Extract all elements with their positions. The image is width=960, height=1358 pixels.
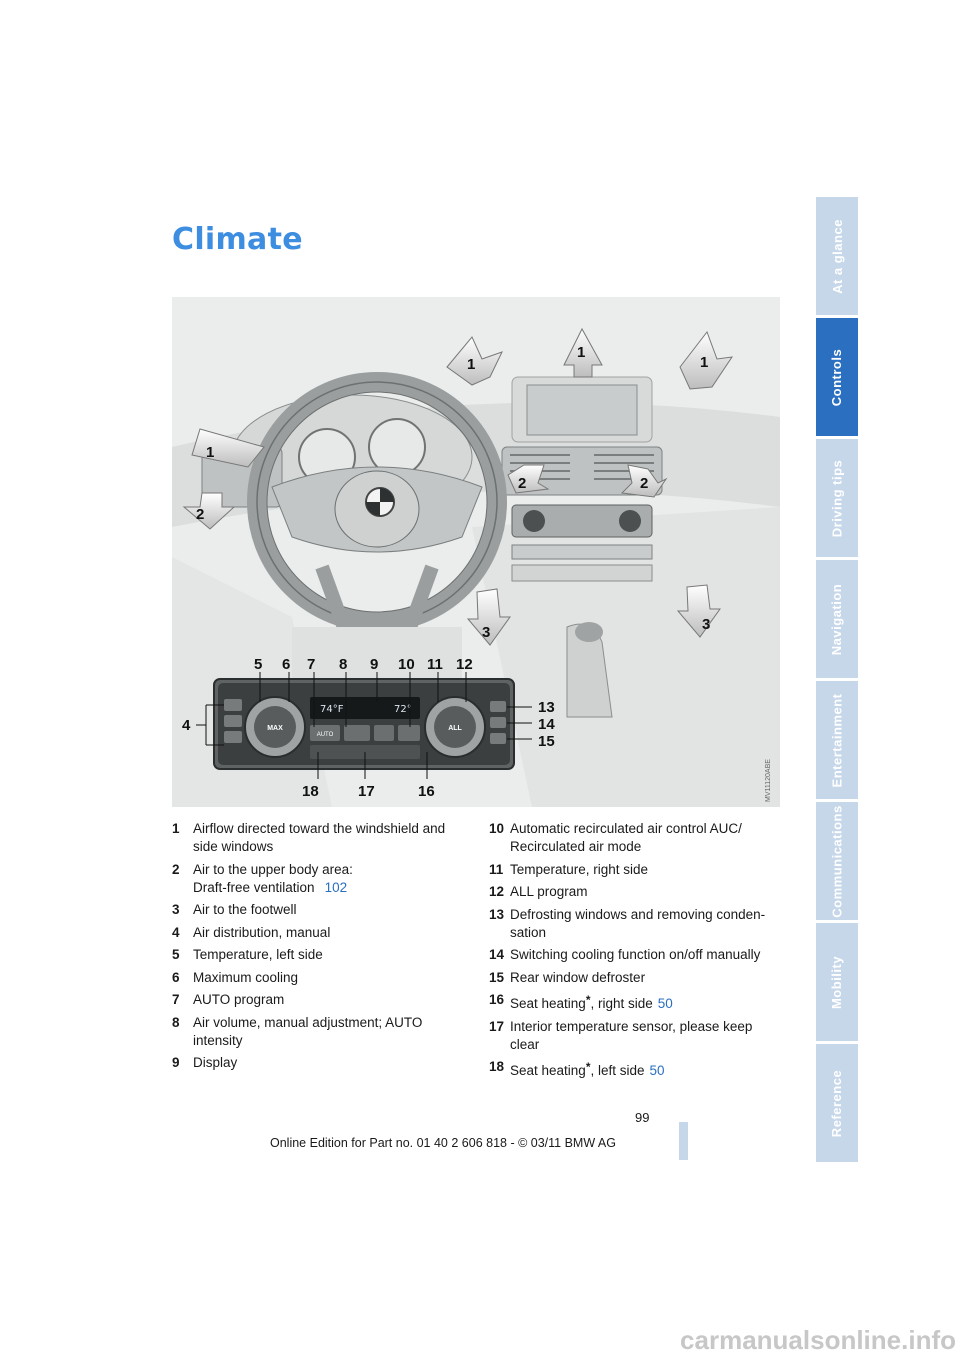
item-text: Defrosting windows and removing conden-sation [510, 906, 766, 940]
item-number: 6 [172, 969, 180, 985]
item-number: 4 [172, 924, 180, 940]
tab-entertainment[interactable] [816, 681, 858, 799]
climate-figure [172, 297, 780, 807]
tab-label: Entertainment [829, 693, 845, 787]
item-text: Maximum cooling [193, 969, 299, 985]
svg-text:5: 5 [254, 656, 263, 673]
list-item [489, 969, 779, 987]
svg-text:MAX: MAX [267, 725, 283, 732]
item-number: 12 [489, 884, 505, 899]
svg-text:AUTO: AUTO [316, 732, 334, 738]
dashboard-illustration [172, 297, 780, 807]
item-number: 2 [172, 861, 180, 877]
item-number: 10 [489, 821, 505, 836]
list-item [489, 946, 779, 964]
tab-reference[interactable] [816, 1044, 858, 1162]
item-number: 13 [489, 906, 505, 922]
item-number: 1 [172, 821, 180, 836]
svg-text:4: 4 [182, 717, 191, 734]
item-text: Air to the upper body area: [193, 861, 353, 877]
svg-text:1: 1 [577, 344, 586, 361]
watermark: carmanualsonline.info [680, 1325, 956, 1355]
item-text: Air volume, manual adjustment; AUTO intensity [193, 1014, 423, 1048]
list-item [172, 924, 462, 942]
list-item [489, 1018, 779, 1054]
item-text: Rear window defroster [510, 969, 646, 985]
tab-communications[interactable] [816, 802, 858, 920]
svg-text:3: 3 [702, 616, 711, 633]
item-text: Temperature, left side [193, 947, 323, 962]
item-text: ALL program [510, 884, 588, 899]
item-number: 14 [489, 947, 505, 962]
svg-text:17: 17 [358, 783, 375, 800]
tab-label: Mobility [829, 955, 845, 1009]
item-number: 7 [172, 992, 180, 1007]
item-text: AUTO program [193, 992, 285, 1007]
page-reference-link[interactable]: 50 [657, 996, 673, 1011]
item-number: 11 [489, 861, 504, 877]
list-item [172, 1014, 462, 1050]
list-item [172, 820, 462, 856]
item-text: Display [193, 1055, 238, 1070]
list-item [489, 906, 779, 942]
optional-equipment-star: * [585, 1060, 591, 1074]
list-item [489, 861, 779, 879]
list-item [172, 1054, 462, 1072]
tab-label: Controls [829, 348, 845, 406]
list-item [172, 861, 462, 897]
item-text: Temperature, right side [510, 861, 649, 877]
item-text: Seat heating [510, 996, 586, 1011]
tab-at-a-glance[interactable] [816, 197, 858, 315]
svg-text:74°F: 74°F [320, 704, 344, 715]
svg-text:8: 8 [339, 656, 348, 673]
tab-mobility[interactable] [816, 923, 858, 1041]
item-text: Airflow directed toward the windshield and side windows [193, 821, 446, 854]
svg-text:1: 1 [206, 444, 215, 461]
list-item [172, 946, 462, 964]
svg-text:1: 1 [467, 356, 476, 373]
page-reference-link[interactable]: 102 [324, 879, 348, 895]
item-text: Switching cooling function on/off manually [510, 947, 761, 962]
item-text: , left side [590, 1063, 645, 1078]
list-item [172, 969, 462, 987]
list-item [172, 901, 462, 919]
list-item [489, 820, 779, 856]
item-number: 16 [489, 992, 505, 1007]
svg-text:6: 6 [282, 656, 291, 673]
item-text: Draft-free ventilation [193, 879, 315, 895]
svg-text:72°: 72° [394, 704, 412, 715]
svg-text:15: 15 [538, 733, 555, 750]
svg-text:10: 10 [398, 656, 415, 673]
item-text: Automatic recirculated air control AUC/ Recirculated air mode [510, 821, 742, 854]
figure-code: MV11120ABE [765, 759, 772, 802]
tab-label: At a glance [829, 218, 845, 294]
item-number: 8 [172, 1014, 180, 1030]
item-number: 17 [489, 1018, 505, 1034]
item-number: 18 [489, 1059, 505, 1074]
item-text: , right side [590, 996, 653, 1011]
svg-text:ALL: ALL [448, 725, 462, 732]
list-item [489, 883, 779, 901]
tab-driving-tips[interactable] [816, 439, 858, 557]
item-number: 5 [172, 947, 180, 962]
item-number: 9 [172, 1055, 180, 1070]
svg-text:13: 13 [538, 699, 555, 716]
tab-controls[interactable] [816, 318, 858, 436]
page-reference-link[interactable]: 50 [649, 1063, 665, 1078]
item-text: Air distribution, manual [193, 924, 331, 940]
svg-text:11: 11 [427, 656, 443, 673]
list-item [489, 1058, 779, 1080]
tab-label: Communications [829, 804, 845, 918]
list-item [489, 991, 779, 1013]
page-number: 99 [635, 1110, 650, 1125]
legend-list-left [172, 820, 462, 1077]
item-text: Air to the footwell [193, 902, 297, 917]
page-title: Climate [172, 222, 303, 257]
svg-text:14: 14 [538, 716, 555, 733]
item-text: Seat heating [510, 1063, 586, 1078]
svg-text:9: 9 [370, 656, 379, 673]
svg-text:3: 3 [482, 624, 491, 641]
svg-text:18: 18 [302, 783, 319, 800]
page-marker-bar [679, 1122, 688, 1160]
item-number: 3 [172, 902, 180, 917]
legend-list-right [489, 820, 779, 1085]
svg-text:7: 7 [307, 656, 316, 673]
item-text: Interior temperature sensor, please keep clear [510, 1018, 753, 1052]
tab-label: Navigation [829, 583, 845, 655]
svg-text:2: 2 [640, 475, 649, 492]
svg-text:16: 16 [418, 783, 435, 800]
svg-text:2: 2 [196, 506, 205, 523]
footer-text: Online Edition for Part no. 01 40 2 606 818 - © 03/11 BMW AG [270, 1136, 616, 1150]
tab-label: Driving tips [829, 459, 845, 537]
tab-navigation[interactable] [816, 560, 858, 678]
item-number: 15 [489, 969, 505, 985]
svg-text:2: 2 [518, 475, 527, 492]
list-item [172, 991, 462, 1009]
svg-text:1: 1 [700, 354, 709, 371]
section-tabs [816, 197, 858, 1165]
optional-equipment-star: * [585, 993, 591, 1007]
svg-text:12: 12 [456, 656, 473, 673]
tab-label: Reference [829, 1069, 845, 1137]
